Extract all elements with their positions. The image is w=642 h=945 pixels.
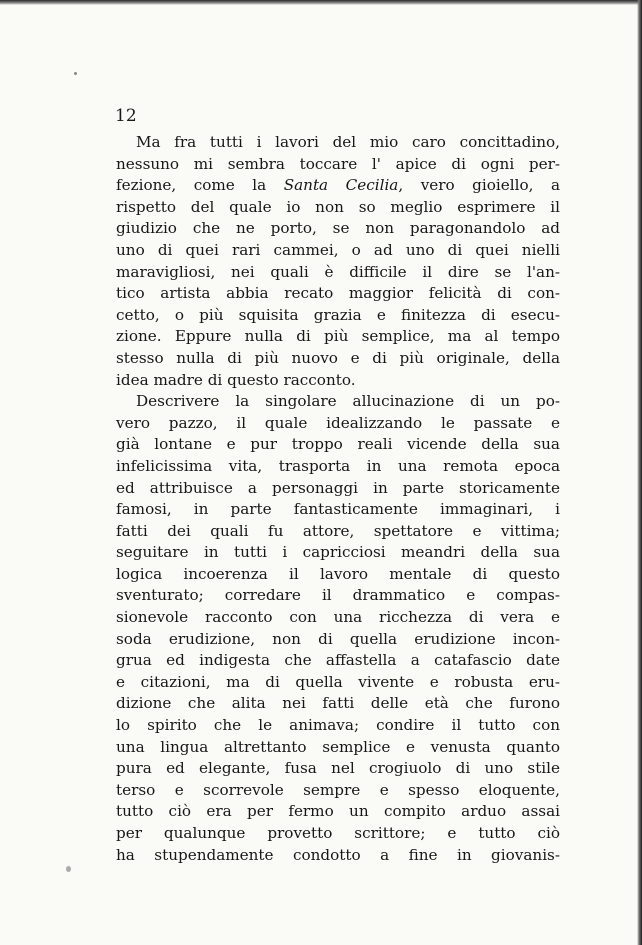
page-top-shadow bbox=[0, 0, 642, 5]
text-line: stesso nulla di più nuovo e di più originale, della bbox=[116, 348, 560, 367]
work-title: Santa Cecilia bbox=[283, 176, 399, 195]
text-line: pura ed elegante, fusa nel crogiuolo di uno stile bbox=[116, 759, 560, 778]
paper-speck bbox=[74, 72, 77, 75]
text-line: maravigliosi, nei quali è difficile il dire se l'an- bbox=[116, 262, 560, 281]
text-line: tico artista abbia recato maggior felicità di con- bbox=[116, 284, 560, 303]
text-line: per qualunque provetto scrittore; e tutto ciò bbox=[116, 824, 560, 842]
text-line: rispetto del quale io non so meglio esprimere il bbox=[116, 197, 560, 216]
paper-speck bbox=[66, 866, 71, 872]
text-line: una lingua altrettanto semplice e venusta quanto bbox=[116, 737, 560, 756]
text-line: nessuno mi sembra toccare l' apice di ogni per- bbox=[116, 154, 560, 173]
text-line: sventurato; corredare il drammatico e compas- bbox=[116, 586, 560, 605]
text-line: giudizio che ne porto, se non paragonandolo ad bbox=[116, 219, 560, 238]
text-line: Ma fra tutti i lavori del mio caro concittadino, bbox=[136, 133, 560, 151]
text-line: lo spirito che le animava; condire il tutto con bbox=[116, 716, 560, 735]
text-line: ed attribuisce a personaggi in parte storicamente bbox=[116, 478, 560, 497]
text-line: cetto, o più squisita grazia e finitezza di esecu- bbox=[116, 305, 560, 324]
text-fragment: , vero gioiello, a bbox=[398, 176, 560, 195]
text-line: tutto ciò era per fermo un compito arduo assai bbox=[116, 802, 560, 821]
text-line: dizione che alita nei fatti delle età che furono bbox=[116, 694, 560, 713]
text-line: vero pazzo, il quale idealizzando le passate e bbox=[116, 413, 560, 432]
page-number: 12 bbox=[115, 106, 137, 126]
text-line: soda erudizione, non di quella erudizione incon- bbox=[116, 629, 560, 648]
text-fragment: fezione, come la bbox=[116, 176, 284, 195]
text-line: sionevole racconto con una ricchezza di vera e bbox=[116, 608, 560, 627]
text-line: famosi, in parte fantasticamente immaginari, i bbox=[116, 500, 560, 519]
text-line: ha stupendamente condotto a fine in giovanis- bbox=[116, 845, 560, 864]
text-line-with-title bbox=[116, 175, 560, 197]
text-line: uno di quei rari cammei, o ad uno di quei nielli bbox=[116, 240, 560, 259]
text-line: infelicissima vita, trasporta in una remota epoca bbox=[116, 456, 560, 475]
text-line: seguitare in tutti i capricciosi meandri della sua bbox=[116, 543, 560, 562]
text-line: Descrivere la singolare allucinazione di un po- bbox=[136, 392, 560, 411]
text-line: logica incoerenza il lavoro mentale di questo bbox=[116, 564, 560, 583]
text-line: terso e scorrevole sempre e spesso eloquente, bbox=[116, 780, 560, 799]
text-line: e citazioni, ma di quella vivente e robusta eru- bbox=[116, 672, 560, 691]
text-line: idea madre di questo racconto. bbox=[116, 370, 356, 389]
text-line: zione. Eppure nulla di più semplice, ma al tempo bbox=[116, 327, 560, 346]
text-line: fatti dei quali fu attore, spettatore e vittima; bbox=[116, 521, 560, 540]
page-right-shadow bbox=[637, 0, 642, 945]
text-line: già lontane e pur troppo reali vicende della sua bbox=[116, 435, 560, 454]
body-text bbox=[116, 132, 560, 866]
text-line: grua ed indigesta che affastella a catafascio date bbox=[116, 651, 560, 670]
